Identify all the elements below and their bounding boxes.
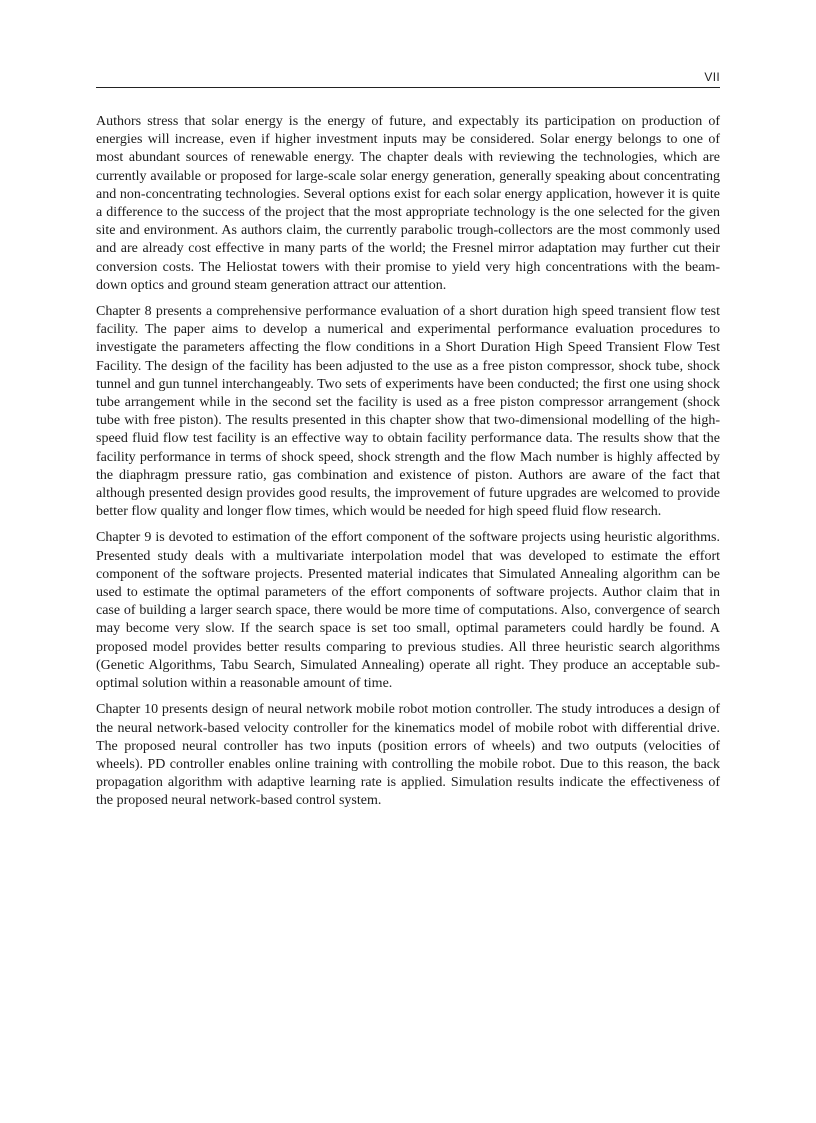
header-rule: [96, 87, 720, 88]
paragraph-chapter-8: Chapter 8 presents a comprehensive performance evaluation of a short duration high speed transient flow test facility. The paper aims to develop a numerical and experimental performance evaluation procedures to investigate the parameters affecting the flow conditions in a Short Duration High Speed Transient Flow Test Facility. The design of the facility has been adjusted to the use as a free piston compressor, shock tube, shock tunnel and gun tunnel interchangeably. Two sets of experiments have been conducted; the first one using shock tube arrangement while in the second set the facility is used as a free piston compressor arrangement (shock tube with free piston). The results presented in this chapter show that two-dimensional modelling of the high-speed fluid flow test facility is an effective way to obtain facility performance data. The results show that the facility performance in terms of shock speed, shock strength and the flow Mach number is highly affected by the diaphragm pressure ratio, gas combination and existence of piston. Authors are aware of the fact that although presented design provides good results, the improvement of future upgrades are welcomed to provide better flow quality and longer flow times, which would be needed for high speed fluid flow research.: [96, 304, 720, 520]
paragraph-chapter-9: Chapter 9 is devoted to estimation of the effort component of the software projects using heuristic algorithms. Presented study deals with a multivariate interpolation model that was developed to estimate the effort component of the software projects. Presented material indicates that Simulated Annealing algorithm can be used to estimate the optimal parameters of the effort components of software projects. Author claim that in case of building a larger search space, there would be more time of computations. Also, convergence of search may become very slow. If the search space is set too small, optimal parameters could hardly be found. A proposed model provides better results comparing to previous studies. All three heuristic search algorithms (Genetic Algorithms, Tabu Search, Simulated Annealing) operate all right. They produce an acceptable sub-optimal solution within a reasonable amount of time.: [96, 530, 720, 692]
page-number: VII: [704, 70, 720, 84]
paragraph-solar-energy: Authors stress that solar energy is the energy of future, and expectably its participation on production of energies will increase, even if higher investment inputs may be considered. Solar energy belongs to one of most abundant sources of renewable energy. The chapter deals with reviewing the technologies, which are currently available or proposed for large-scale solar energy generation, generally speaking about concentrating and non-concentrating technologies. Several options exist for each solar energy application, however it is quite a difference to the success of the project that the most appropriate technology is the one selected for the given site and environment. As authors claim, the currently parabolic trough-collectors are the most commonly used and are already cost effective in many parts of the world; the Fresnel mirror adaptation may further cut their conversion costs. The Heliostat towers with their promise to yield very high concentrations with the beam-down optics and ground steam generation attract our attention.: [96, 114, 720, 293]
body-text: [96, 113, 720, 819]
paragraph-chapter-10: Chapter 10 presents design of neural network mobile robot motion controller. The study introduces a design of the neural network-based velocity controller for the kinematics model of mobile robot with differential drive. The proposed neural controller has two inputs (position errors of wheels) and two outputs (velocities of wheels). PD controller enables online training with controlling the mobile robot. Due to this reason, the back propagation algorithm with adaptive learning rate is applied. Simulation results indicate the effectiveness of the proposed neural network-based control system.: [96, 702, 720, 809]
